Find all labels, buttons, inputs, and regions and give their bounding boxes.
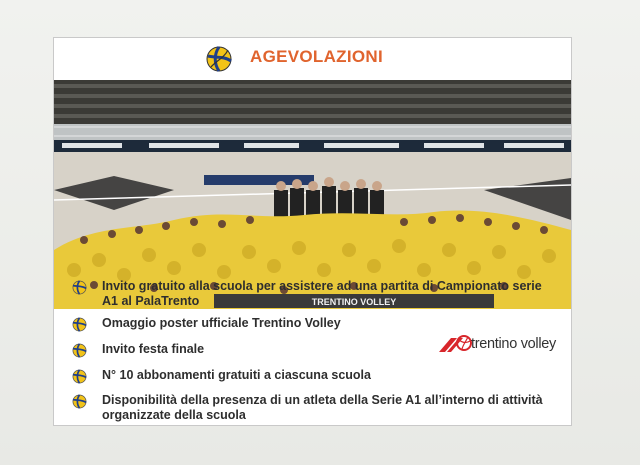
benefit-text: Invito gratuito alla scuola per assistere ad una partita di Campionato serie A1 al PalaTrento (102, 279, 542, 308)
volleyball-bullet-icon (72, 343, 87, 358)
benefit-text: Invito festa finale (102, 342, 205, 356)
volleyball-bullet-icon (72, 280, 87, 295)
volleyball-icon (206, 46, 232, 72)
list-item (72, 316, 552, 331)
trentino-volley-logo-icon (437, 334, 473, 354)
brand-name: trentino volley (471, 336, 556, 352)
volleyball-bullet-icon (72, 317, 87, 332)
list-item (72, 393, 552, 423)
banner-text: TRENTINO VOLLEY (311, 297, 397, 307)
list-item (72, 279, 552, 309)
benefit-text: Disponibilità della presenza di un atleta della Serie A1 all’interno di attività organizzate della scuola (102, 393, 543, 422)
flyer-card (53, 37, 572, 426)
list-item (72, 368, 552, 383)
team-photo (54, 80, 571, 309)
brand-logo (437, 334, 567, 356)
volleyball-bullet-icon (72, 369, 87, 384)
benefit-text: Omaggio poster ufficiale Trentino Volley (102, 316, 341, 330)
volleyball-bullet-icon (72, 394, 87, 409)
page-title: AGEVOLAZIONI (250, 47, 383, 66)
benefit-text: N° 10 abbonamenti gratuiti a ciascuna scuola (102, 368, 371, 382)
header (54, 38, 571, 80)
